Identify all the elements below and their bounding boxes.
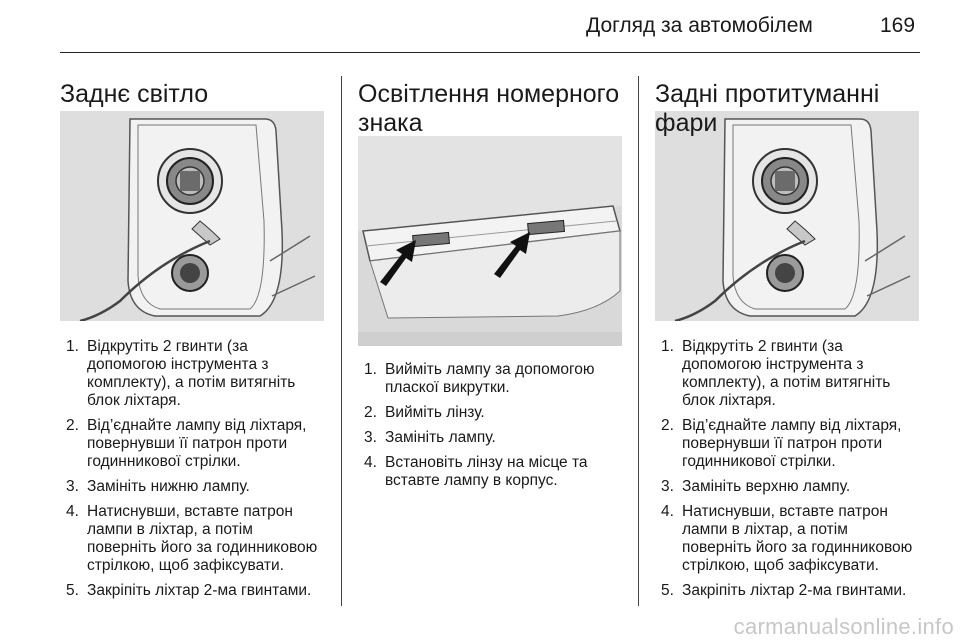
section-title: Задні протитуманні фари xyxy=(655,80,880,137)
step-text: Вийміть лінзу. xyxy=(385,404,485,421)
step-number: 3. xyxy=(66,478,79,495)
step-text: Замініть нижню лампу. xyxy=(87,478,250,495)
steps-list xyxy=(655,338,921,607)
step-number: 2. xyxy=(364,404,377,421)
list-item xyxy=(655,478,921,496)
list-item xyxy=(60,503,326,575)
list-item xyxy=(60,338,326,410)
step-text: Від’єднайте лампу від ліхтаря, повернувши її патрон проти годинникової стрілки. xyxy=(682,417,902,470)
section-tail-light xyxy=(60,64,326,599)
header-divider xyxy=(60,52,920,53)
step-text: Закріпіть ліхтар 2-ма гвинтами. xyxy=(682,582,907,599)
list-item xyxy=(358,429,624,447)
step-number: 3. xyxy=(661,478,674,495)
step-text: Вийміть лампу за допомогою пласкої викрутки. xyxy=(385,361,595,396)
section-title: Заднє світло xyxy=(60,80,209,108)
step-text: Від’єднайте лампу від ліхтаря, повернувши її патрон проти годинникової стрілки. xyxy=(87,417,307,470)
steps-list xyxy=(60,338,326,607)
column-divider-1 xyxy=(341,76,342,606)
step-number: 1. xyxy=(364,361,377,378)
step-number: 4. xyxy=(364,454,377,471)
plate-light-illustration xyxy=(358,136,622,346)
watermark: carmanualsonline.info xyxy=(733,614,954,639)
list-item xyxy=(655,582,921,600)
step-number: 4. xyxy=(66,503,79,520)
step-text: Замініть лампу. xyxy=(385,429,496,446)
step-number: 2. xyxy=(66,417,79,434)
list-item xyxy=(655,503,921,575)
steps-list xyxy=(358,361,624,497)
step-text: Замініть верхню лампу. xyxy=(682,478,851,495)
step-text: Відкрутіть 2 гвинти (за допомогою інструмента з комплекту), а потім витягніть блок ліхтаря. xyxy=(87,338,296,409)
tail-light-illustration xyxy=(60,111,324,321)
section-number-plate-light xyxy=(358,64,624,489)
step-text: Закріпіть ліхтар 2-ма гвинтами. xyxy=(87,582,312,599)
step-number: 5. xyxy=(66,582,79,599)
page-number: 169 xyxy=(880,14,916,37)
list-item xyxy=(358,361,624,397)
step-number: 4. xyxy=(661,503,674,520)
step-text: Натиснувши, вставте патрон лампи в ліхтар, а потім поверніть його за годинниковою стрілкою, щоб зафіксувати. xyxy=(682,503,913,574)
step-number: 1. xyxy=(66,338,79,355)
list-item xyxy=(60,478,326,496)
list-item xyxy=(655,338,921,410)
step-number: 1. xyxy=(661,338,674,355)
step-number: 5. xyxy=(661,582,674,599)
step-text: Натиснувши, вставте патрон лампи в ліхтар, а потім поверніть його за годинниковою стрілкою, щоб зафіксувати. xyxy=(87,503,318,574)
section-title: Освітлення номерного знака xyxy=(358,80,620,137)
rear-fog-light-illustration xyxy=(655,111,919,321)
step-text: Відкрутіть 2 гвинти (за допомогою інструмента з комплекту), а потім витягніть блок ліхтаря. xyxy=(682,338,891,409)
section-rear-fog-lights xyxy=(655,64,921,599)
list-item xyxy=(655,417,921,471)
step-number: 2. xyxy=(661,417,674,434)
list-item xyxy=(358,454,624,490)
step-number: 3. xyxy=(364,429,377,446)
page-header-title: Догляд за автомобілем xyxy=(586,14,813,37)
list-item xyxy=(60,582,326,600)
column-divider-2 xyxy=(638,76,639,606)
step-text: Встановіть лінзу на місце та вставте лампу в корпус. xyxy=(385,454,588,489)
list-item xyxy=(358,404,624,422)
list-item xyxy=(60,417,326,471)
